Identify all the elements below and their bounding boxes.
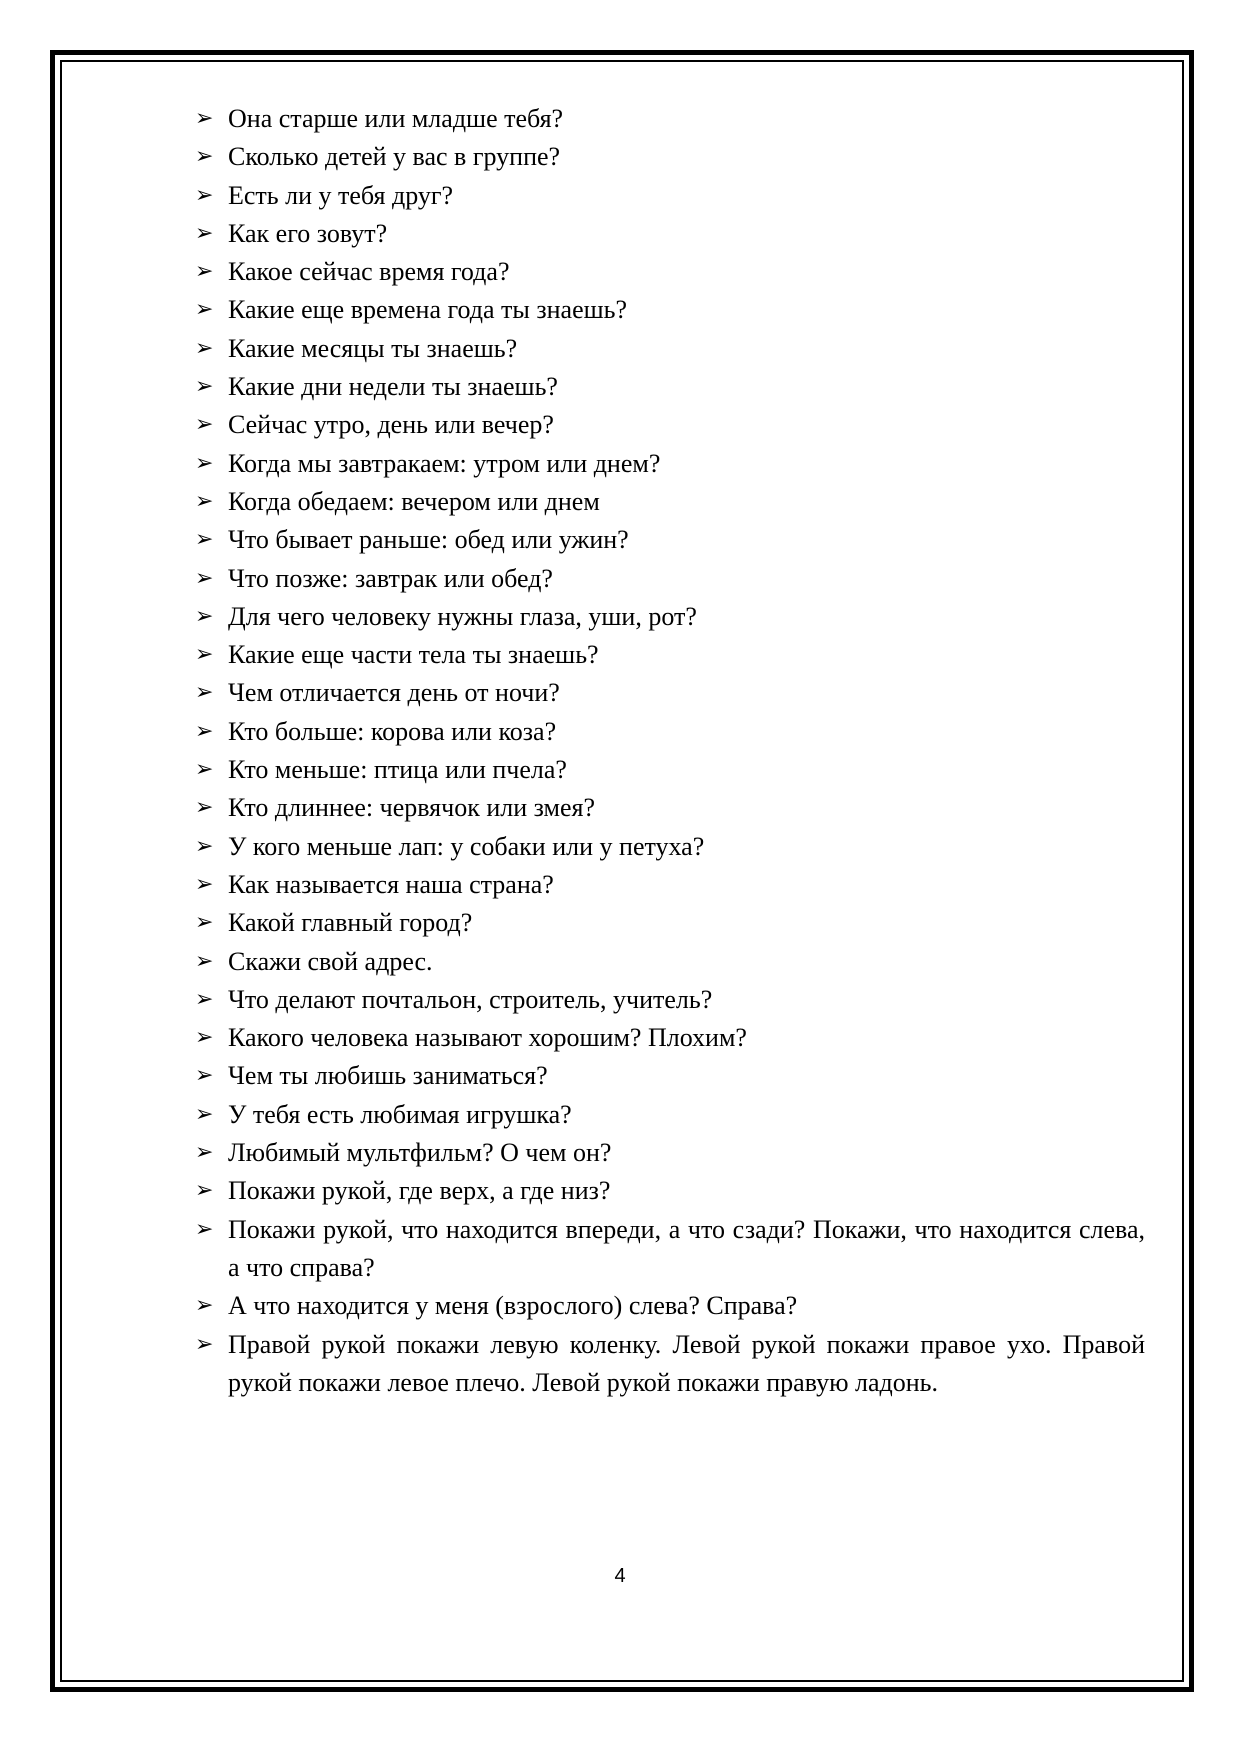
arrow-bullet-icon: ➢ [195, 1025, 214, 1051]
list-item [195, 215, 1145, 253]
arrow-bullet-icon: ➢ [195, 1331, 214, 1357]
arrow-bullet-icon: ➢ [195, 948, 214, 974]
question-text: Покажи рукой, что находится впереди, а что сзади? Покажи, что находится слева, а что справа? [228, 1214, 1145, 1282]
list-item [195, 828, 1145, 866]
question-text: Когда мы завтракаем: утром или днем? [228, 448, 661, 478]
list-item [195, 751, 1145, 789]
arrow-bullet-icon: ➢ [195, 833, 214, 859]
question-text: Что бывает раньше: обед или ужин? [228, 525, 629, 555]
list-item [195, 904, 1145, 942]
arrow-bullet-icon: ➢ [195, 1063, 214, 1089]
question-text: Чем ты любишь заниматься? [228, 1061, 548, 1091]
question-text: Какой главный город? [228, 908, 473, 938]
arrow-bullet-icon: ➢ [195, 1178, 214, 1204]
list-item [195, 789, 1145, 827]
list-item [195, 943, 1145, 981]
list-item [195, 713, 1145, 751]
list-item [195, 866, 1145, 904]
question-text: Что позже: завтрак или обед? [228, 563, 553, 593]
list-item [195, 177, 1145, 215]
question-text: У кого меньше лап: у собаки или у петуха? [228, 831, 705, 861]
arrow-bullet-icon: ➢ [195, 144, 214, 170]
list-item [195, 1172, 1145, 1210]
list-item [195, 521, 1145, 559]
arrow-bullet-icon: ➢ [195, 718, 214, 744]
question-text: Как его зовут? [228, 218, 388, 248]
list-item [195, 598, 1145, 636]
arrow-bullet-icon: ➢ [195, 1293, 214, 1319]
question-text: А что находится у меня (взрослого) слева? Справа? [228, 1291, 798, 1321]
arrow-bullet-icon: ➢ [195, 757, 214, 783]
question-text: Какое сейчас время года? [228, 257, 510, 287]
list-item [195, 100, 1145, 138]
list-item [195, 445, 1145, 483]
list-item [195, 1287, 1145, 1325]
question-text: Чем отличается день от ночи? [228, 678, 560, 708]
arrow-bullet-icon: ➢ [195, 412, 214, 438]
question-text: Покажи рукой, где верх, а где низ? [228, 1176, 611, 1206]
arrow-bullet-icon: ➢ [195, 182, 214, 208]
arrow-bullet-icon: ➢ [195, 565, 214, 591]
question-text: Для чего человеку нужны глаза, уши, рот? [228, 601, 697, 631]
list-item [195, 253, 1145, 291]
arrow-bullet-icon: ➢ [195, 603, 214, 629]
arrow-bullet-icon: ➢ [195, 680, 214, 706]
question-text: У тебя есть любимая игрушка? [228, 1099, 572, 1129]
arrow-bullet-icon: ➢ [195, 527, 214, 553]
arrow-bullet-icon: ➢ [195, 986, 214, 1012]
arrow-bullet-icon: ➢ [195, 642, 214, 668]
question-text: Есть ли у тебя друг? [228, 180, 454, 210]
list-item [195, 291, 1145, 329]
question-text: Какого человека называют хорошим? Плохим? [228, 1023, 747, 1053]
arrow-bullet-icon: ➢ [195, 335, 214, 361]
arrow-bullet-icon: ➢ [195, 488, 214, 514]
question-text: Кто меньше: птица или пчела? [228, 755, 567, 785]
question-text: Какие дни недели ты знаешь? [228, 372, 558, 402]
arrow-bullet-icon: ➢ [195, 374, 214, 400]
arrow-bullet-icon: ➢ [195, 259, 214, 285]
arrow-bullet-icon: ➢ [195, 297, 214, 323]
list-item [195, 560, 1145, 598]
question-text: Когда обедаем: вечером или днем [228, 486, 600, 516]
question-text: Какие еще части тела ты знаешь? [228, 640, 599, 670]
list-item [195, 138, 1145, 176]
list-item [195, 406, 1145, 444]
list-item [195, 368, 1145, 406]
arrow-bullet-icon: ➢ [195, 106, 214, 131]
document-body [195, 100, 1145, 1402]
question-text: Что делают почтальон, строитель, учитель? [228, 984, 713, 1014]
arrow-bullet-icon: ➢ [195, 1101, 214, 1127]
question-text: Сколько детей у вас в группе? [228, 142, 561, 172]
list-item [195, 1326, 1145, 1403]
question-text: Кто длиннее: червячок или змея? [228, 793, 596, 823]
question-text: Кто больше: корова или коза? [228, 716, 557, 746]
list-item [195, 483, 1145, 521]
list-item [195, 674, 1145, 712]
arrow-bullet-icon: ➢ [195, 220, 214, 246]
arrow-bullet-icon: ➢ [195, 1140, 214, 1166]
list-item [195, 1096, 1145, 1134]
list-item [195, 636, 1145, 674]
arrow-bullet-icon: ➢ [195, 910, 214, 936]
arrow-bullet-icon: ➢ [195, 450, 214, 476]
list-item [195, 1211, 1145, 1288]
question-text: Любимый мультфильм? О чем он? [228, 1138, 612, 1168]
list-item [195, 981, 1145, 1019]
arrow-bullet-icon: ➢ [195, 795, 214, 821]
arrow-bullet-icon: ➢ [195, 1216, 214, 1242]
list-item [195, 1057, 1145, 1095]
list-item [195, 1019, 1145, 1057]
question-text: Она старше или младше тебя? [228, 104, 564, 133]
question-text: Какие еще времена года ты знаешь? [228, 295, 628, 325]
question-text: Правой рукой покажи левую коленку. Левой рукой покажи правое ухо. Правой рукой покажи левое плечо. Левой рукой покажи правую ладонь. [228, 1329, 1145, 1397]
list-item [195, 1134, 1145, 1172]
question-text: Сейчас утро, день или вечер? [228, 410, 554, 440]
arrow-bullet-icon: ➢ [195, 871, 214, 897]
list-item [195, 330, 1145, 368]
page-number: 4 [614, 1565, 626, 1587]
question-list [195, 100, 1145, 1402]
question-text: Какие месяцы ты знаешь? [228, 333, 518, 363]
question-text: Скажи свой адрес. [228, 946, 433, 976]
question-text: Как называется наша страна? [228, 869, 554, 899]
